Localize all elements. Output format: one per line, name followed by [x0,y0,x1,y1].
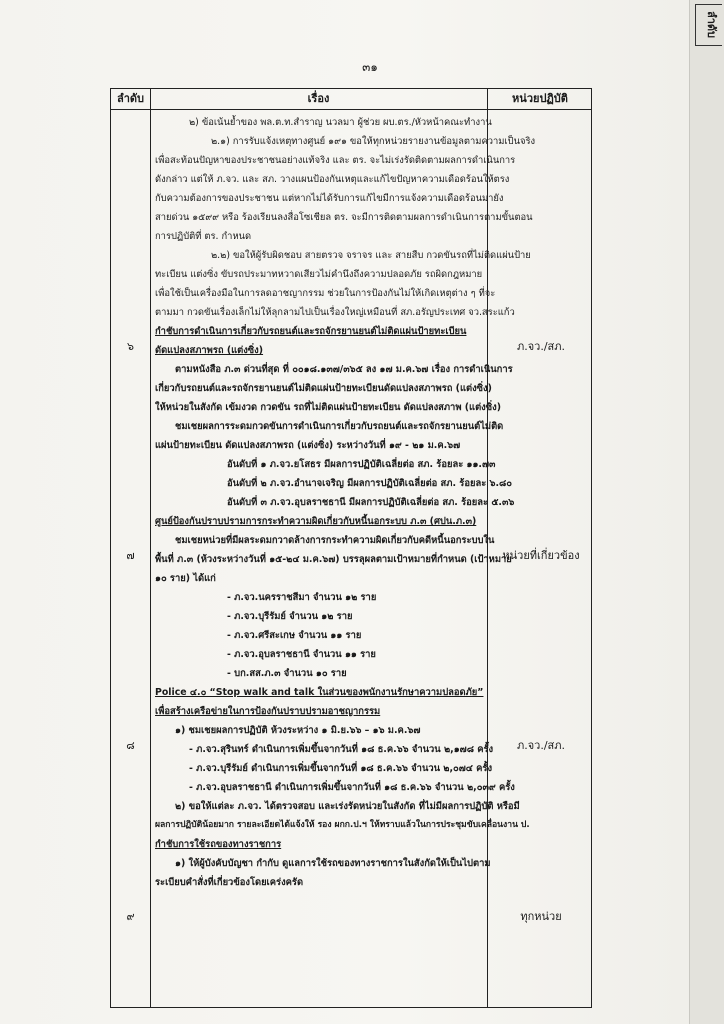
header-divider [111,109,591,110]
text-line: เพื่อใช้เป็นเครื่องมือในการลดอาชญากรรม ช่วยในการป้องกันไม่ให้เกิดเหตุต่าง ๆ ที่จะ [155,288,496,299]
row-unit-6: ภ.จว./สภ. [516,340,566,353]
section-heading: กำชับการดำเนินการเกี่ยวกับรถยนต์และรถจักรยานยนต์ไม่ติดแผ่นป้ายทะเบียน [155,326,467,337]
text-line: พื้นที่ ภ.๓ (ห้วงระหว่างวันที่ ๑๕-๒๔ ม.ค.๖๗) บรรลุผลตามเป้าหมายที่กำหนด (เป้าหมาย [155,554,512,565]
section-heading: กำชับการใช้รถของทางราชการ [155,839,282,850]
text-line: การปฏิบัติที่ ตร. กำหนด [155,231,252,242]
text-line: ตามหนังสือ ภ.๓ ด่วนที่สุด ที่ ๐๐๑๘.๑๓๗/๓๖๕ ลง ๑๗ ม.ค.๖๗ เรื่อง การดำเนินการ [175,364,513,375]
text-line: ๒.๒) ขอให้ผู้รับผิดชอบ สายตรวจ จราจร และ สายสืบ กวดขันรถที่ไม่ติดแผ่นป้าย [211,250,531,261]
text-line: ๒) ข้อเน้นย้ำของ พล.ต.ท.สำราญ นวลมา ผู้ช่วย ผบ.ตร./หัวหน้าคณะทำงาน [189,117,492,128]
text-line: ดังกล่าว แต่ให้ ภ.จว. และ สภ. วางแผนป้องกันเหตุและแก้ไขปัญหาความเดือดร้อนให้ตรง [155,174,510,185]
row-number-9: ๙ [126,910,135,923]
row-unit-8: ภ.จว./สภ. [516,739,566,752]
row-number-7: ๗ [126,549,135,562]
section-heading: ศูนย์ป้องกันปราบปรามการกระทำความผิดเกี่ยวกับหนี้นอกระบบ ภ.๓ (ศปน.ภ.๓) [155,516,477,527]
list-item: - ภ.จว.สุรินทร์ ดำเนินการเพิ่มขึ้นจากวันที่ ๑๘ ธ.ค.๖๖ จำนวน ๒,๑๗๘ ครั้ง [189,744,494,755]
row-number-6: ๖ [127,340,134,353]
text-line: เพื่อสะท้อนปัญหาของประชาชนอย่างแท้จริง และ ตร. จะไม่เร่งรัดติดตามผลการดำเนินการ [155,155,516,166]
text-line: ชมเชยผลการระดมกวดขันการดำเนินการเกี่ยวกับรถยนต์และรถจักรยานยนต์ไม่ติด [175,421,504,432]
text-line: ๑) ชมเชยผลการปฏิบัติ ห้วงระหว่าง ๑ มิ.ย.๖๖ – ๑๖ ม.ค.๖๗ [175,725,421,736]
page-number: ๓๑ [362,60,378,74]
list-item: - ภ.จว.อุบลราชธานี ดำเนินการเพิ่มขึ้นจากวันที่ ๑๘ ธ.ค.๖๖ จำนวน ๒,๐๓๙ ครั้ง [189,782,515,793]
section-heading: ดัดแปลงสภาพรถ (แต่งซิ่ง) [155,345,264,356]
list-item: - ภ.จว.อุบลราชธานี จำนวน ๑๑ ราย [227,649,376,660]
ranking-item: อันดับที่ ๑ ภ.จว.ยโสธร มีผลการปฏิบัติเฉลี่ยต่อ สภ. ร้อยละ ๑๑.๗๓ [227,459,496,470]
row-unit-9: ทุกหน่วย [520,910,562,923]
list-item: - ภ.จว.ศรีสะเกษ จำนวน ๑๑ ราย [227,630,362,641]
text-line: ๑) ให้ผู้บังคับบัญชา กำกับ ดูแลการใช้รถของทางราชการในสังกัดให้เป็นไปตาม [175,858,491,869]
text-line: ตามมา กวดขันเรื่องเล็กไม่ให้ลุกลามไปเป็นเรื่องใหญ่เหมือนที่ สภ.อรัญประเทศ จว.สระแก้ว [155,307,515,318]
adjacent-page-edge [689,0,724,1024]
section-heading: เพื่อสร้างเครือข่ายในการป้องกันปราบปรามอาชญากรรม [155,706,381,717]
list-item: - ภ.จว.บุรีรัมย์ ดำเนินการเพิ่มขึ้นจากวันที่ ๑๘ ธ.ค.๖๖ จำนวน ๒,๐๗๔ ครั้ง [189,763,493,774]
ranking-item: อันดับที่ ๓ ภ.จว.อุบลราชธานี มีผลการปฏิบัติเฉลี่ยต่อ สภ. ร้อยละ ๕.๓๖ [227,497,515,508]
section-heading: Police ๔.๐ “Stop walk and talk ในส่วนของพนักงานรักษาความปลอดภัย” [155,687,484,698]
text-line: ๒) ขอให้แต่ละ ภ.จว. ได้ตรวจสอบ และเร่งรัดหน่วยในสังกัด ที่ไม่มีผลการปฏิบัติ หรือมี [175,801,520,812]
text-line: ๑๐ ราย) ได้แก่ [155,573,216,584]
adjacent-page-header-fragment: ลำดับ [695,4,722,46]
text-line: ระเบียบคำสั่งที่เกี่ยวข้องโดยเคร่งครัด [155,877,304,888]
list-item: - บก.สส.ภ.๓ จำนวน ๑๐ ราย [227,668,347,679]
header-unit: หน่วยปฏิบัติ [512,92,568,105]
row-unit-7: หน่วยที่เกี่ยวข้อง [502,549,580,562]
column-divider [150,89,151,1007]
subject-column-text [155,113,536,892]
text-line: ผลการปฏิบัติน้อยมาก รายละเอียดได้แจ้งให้ รอง ผกก.ป.ฯ ให้ทราบแล้วในการประชุมขับเคลื่อนงาน ป. [155,820,530,830]
header-number: ลำดับ [116,92,145,105]
agenda-table [110,88,592,1008]
text-line: สายด่วน ๑๕๙๙ หรือ ร้องเรียนลงสื่อโซเชียล ตร. จะมีการติดตามผลการดำเนินการตามขั้นตอน [155,212,533,223]
header-subject: เรื่อง [307,92,330,105]
row-number-8: ๘ [126,739,135,752]
text-line: เกี่ยวกับรถยนต์และรถจักรยานยนต์ไม่ติดแผ่นป้ายทะเบียนดัดแปลงสภาพรถ (แต่งซิ่ง) [155,383,492,394]
list-item: - ภ.จว.บุรีรัมย์ จำนวน ๑๒ ราย [227,611,353,622]
text-line: ๒.๑) การรับแจ้งเหตุทางศูนย์ ๑๙๑ ขอให้ทุกหน่วยรายงานข้อมูลตามความเป็นจริง [211,136,536,147]
text-line: ชมเชยหน่วยที่มีผลระดมกวาดล้างการกระทำความผิดเกี่ยวกับคดีหนี้นอกระบบใน [175,535,495,546]
text-line: ทะเบียน แต่งซิ่ง ขับรถประมาทหวาดเสียวไม่คำนึงถึงความปลอดภัย รถผิดกฎหมาย [155,269,483,280]
ranking-item: อันดับที่ ๒ ภ.จว.อำนาจเจริญ มีผลการปฏิบัติเฉลี่ยต่อ สภ. ร้อยละ ๖.๘๐ [227,478,512,489]
text-line: กับความต้องการของประชาชน แต่หากไม่ได้รับการแก้ไขมีการแจ้งความเดือดร้อนมายัง [155,193,504,204]
list-item: - ภ.จว.นครราชสีมา จำนวน ๑๒ ราย [227,592,377,603]
text-line: แผ่นป้ายทะเบียน ดัดแปลงสภาพรถ (แต่งซิ่ง) ระหว่างวันที่ ๑๙ - ๒๑ ม.ค.๖๗ [155,440,461,451]
text-line: ให้หน่วยในสังกัด เข้มงวด กวดขัน รถที่ไม่ติดแผ่นป้ายทะเบียน ดัดแปลงสภาพ (แต่งซิ่ง) [155,402,501,413]
